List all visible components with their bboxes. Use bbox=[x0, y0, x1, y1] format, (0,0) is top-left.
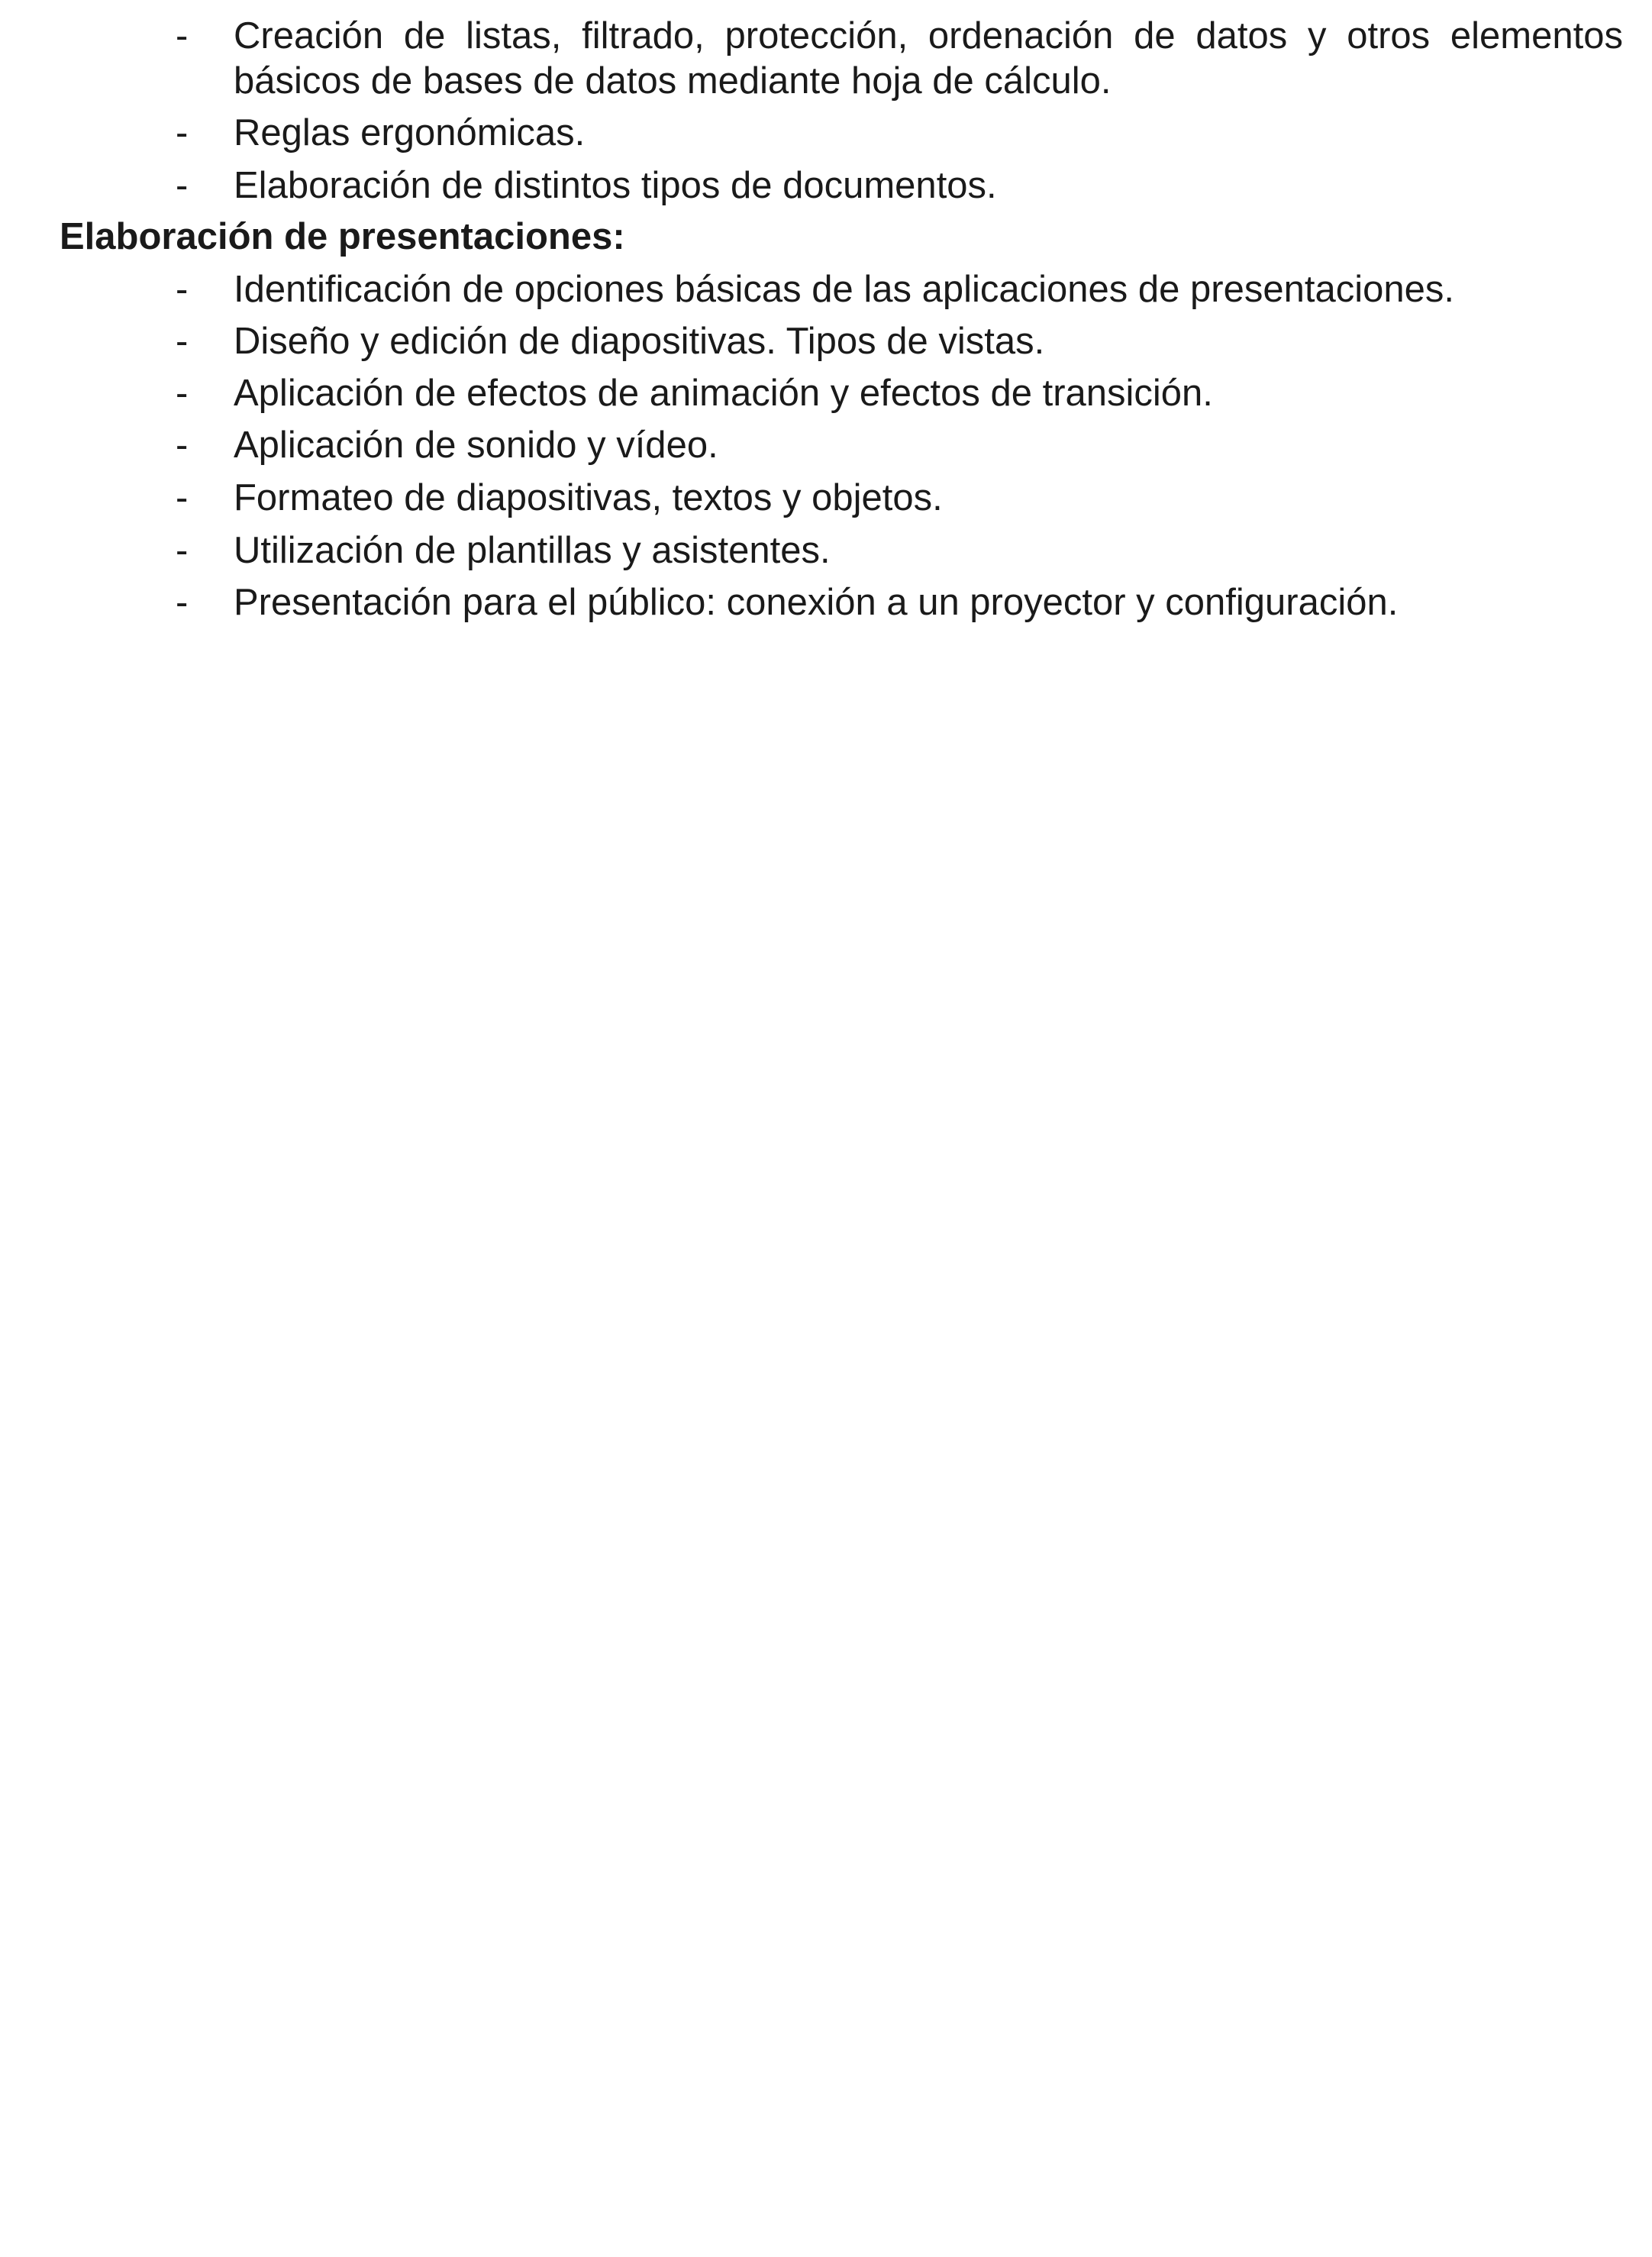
section-heading: Elaboración de presentaciones: bbox=[60, 216, 625, 257]
list-item-text: Identificación de opciones básicas de las aplicaciones de presentaciones. bbox=[234, 269, 1454, 310]
list-dash: - bbox=[176, 321, 189, 362]
list-dash: - bbox=[176, 112, 189, 153]
list-item-text: Utilización de plantillas y asistentes. bbox=[234, 530, 831, 571]
list-dash: - bbox=[176, 530, 189, 571]
list-item bbox=[176, 580, 1623, 625]
list-item bbox=[176, 319, 1623, 364]
list-item bbox=[176, 371, 1623, 416]
list-item bbox=[176, 163, 1623, 208]
list-dash: - bbox=[176, 373, 189, 414]
list-item-text: Presentación para el público: conexión a un proyector y configuración. bbox=[234, 582, 1399, 623]
list-item-text: Elaboración de distintos tipos de documentos. bbox=[234, 165, 997, 206]
list-item-text: Reglas ergonómicas. bbox=[234, 112, 586, 153]
list-dash: - bbox=[176, 15, 189, 57]
list-item-text: Creación de listas, filtrado, protección, ordenación de datos y otros elementos básicos de bases de datos mediante hoja de cálculo. bbox=[234, 15, 1623, 102]
list-item-text: Formateo de diapositivas, textos y objetos. bbox=[234, 477, 943, 518]
list-item-text: Aplicación de sonido y vídeo. bbox=[234, 425, 718, 466]
list-item bbox=[176, 267, 1623, 312]
list-dash: - bbox=[176, 582, 189, 623]
list-dash: - bbox=[176, 269, 189, 310]
list-dash: - bbox=[176, 425, 189, 466]
list-item bbox=[176, 423, 1623, 468]
list-item bbox=[176, 528, 1623, 573]
list-item bbox=[176, 111, 1623, 156]
list-item-text: Aplicación de efectos de animación y efectos de transición. bbox=[234, 373, 1213, 414]
list-item bbox=[176, 476, 1623, 521]
list-dash: - bbox=[176, 165, 189, 206]
list-dash: - bbox=[176, 477, 189, 518]
list-item-text: Diseño y edición de diapositivas. Tipos de vistas. bbox=[234, 321, 1045, 362]
list-item bbox=[176, 14, 1623, 104]
